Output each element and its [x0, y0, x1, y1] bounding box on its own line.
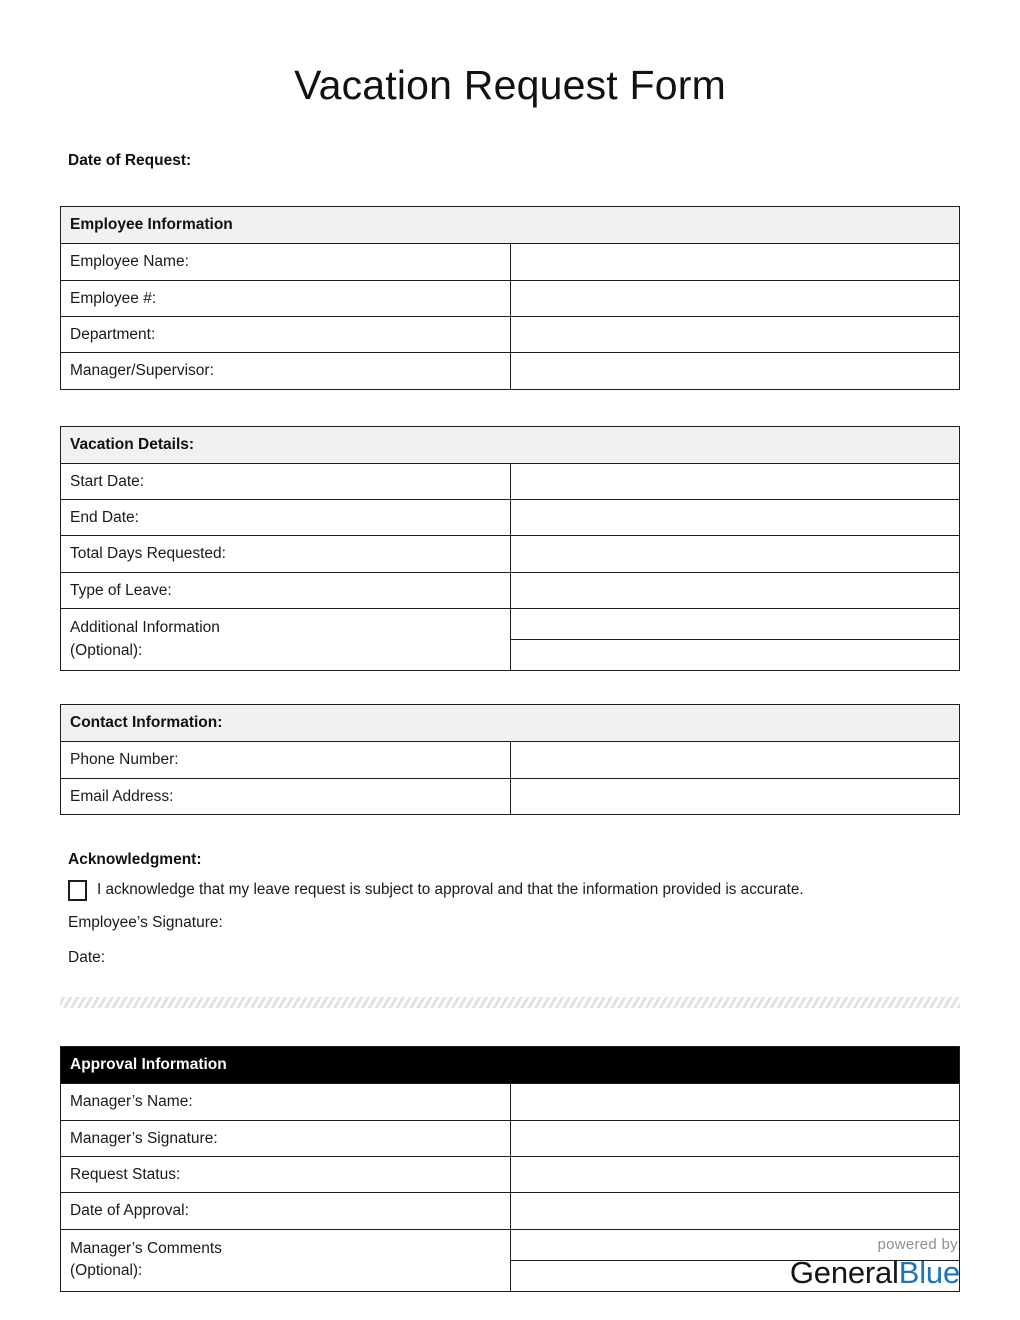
section-header-vacation: [61, 426, 960, 463]
manager-comments-label-line2: (Optional):: [70, 1262, 143, 1280]
date-of-approval-field[interactable]: [510, 1193, 960, 1229]
page-title: Vacation Request Form: [294, 62, 726, 108]
table-row: [61, 463, 960, 499]
additional-information-lines: [511, 616, 960, 663]
generalblue-logo: [790, 1257, 960, 1288]
additional-information-field-line1[interactable]: [511, 616, 960, 640]
employee-number-label: Employee #:: [61, 280, 511, 316]
table-row: [61, 778, 960, 814]
total-days-requested-field[interactable]: [510, 536, 960, 572]
manager-signature-label: Manager’s Signature:: [61, 1120, 511, 1156]
manager-supervisor-field[interactable]: [510, 353, 960, 389]
phone-number-field[interactable]: [510, 742, 960, 778]
table-row: [61, 1156, 960, 1192]
table-row: [61, 609, 960, 671]
additional-information-label-line1: Additional Information: [70, 619, 220, 637]
date-of-approval-label: Date of Approval:: [61, 1193, 511, 1229]
spacer: [0, 390, 1020, 426]
manager-comments-label-line1: Manager’s Comments: [70, 1239, 222, 1257]
additional-information-label-line2: (Optional):: [70, 641, 143, 659]
employee-name-label: Employee Name:: [61, 244, 511, 280]
manager-name-label: Manager’s Name:: [61, 1084, 511, 1120]
table-row: [61, 1193, 960, 1229]
footer-branding: [790, 1237, 960, 1288]
table-row: [61, 316, 960, 352]
vacation-details-table: [60, 426, 960, 672]
start-date-label: Start Date:: [61, 463, 511, 499]
request-status-field[interactable]: [510, 1156, 960, 1192]
list-item: [511, 616, 960, 640]
spacer: [0, 671, 1020, 704]
department-field[interactable]: [510, 316, 960, 352]
table-row: [61, 536, 960, 572]
employee-information-table: [60, 206, 960, 390]
manager-comments-label: [61, 1229, 511, 1291]
acknowledgment-section: [0, 815, 1020, 967]
acknowledgment-checkbox[interactable]: [68, 880, 87, 901]
table-row: [61, 1084, 960, 1120]
end-date-label: End Date:: [61, 500, 511, 536]
logo-text-blue: Blue: [898, 1255, 960, 1290]
total-days-requested-label: Total Days Requested:: [61, 536, 511, 572]
phone-number-label: Phone Number:: [61, 742, 511, 778]
employee-signature-label: Employee’s Signature:: [68, 914, 223, 932]
section-header-approval-label: Approval Information: [61, 1047, 960, 1084]
email-address-field[interactable]: [510, 778, 960, 814]
acknowledgment-heading: Acknowledgment:: [68, 851, 202, 869]
employee-date-label: Date:: [68, 949, 106, 967]
table-row: [61, 500, 960, 536]
table-row: [61, 244, 960, 280]
contact-information-table: [60, 704, 960, 815]
type-of-leave-label: Type of Leave:: [61, 572, 511, 608]
department-label: Department:: [61, 316, 511, 352]
table-row: [61, 742, 960, 778]
type-of-leave-field[interactable]: [510, 572, 960, 608]
list-item: [511, 640, 960, 664]
start-date-field[interactable]: [510, 463, 960, 499]
additional-information-label: [61, 609, 511, 671]
table-row: [61, 1120, 960, 1156]
section-header-contact-label: Contact Information:: [61, 705, 960, 742]
spacer: [0, 170, 1020, 206]
cut-here-divider: [60, 997, 960, 1008]
date-of-request-label: Date of Request:: [68, 152, 192, 170]
table-row: [61, 572, 960, 608]
acknowledgment-checkbox-label: I acknowledge that my leave request is subject to approval and that the information provided is accurate.: [97, 881, 804, 899]
powered-by-label: powered by: [877, 1236, 958, 1253]
table-row: [61, 280, 960, 316]
additional-information-field-group: [510, 609, 960, 671]
section-header-employee: [61, 207, 960, 244]
section-header-employee-label: Employee Information: [61, 207, 960, 244]
manager-name-field[interactable]: [510, 1084, 960, 1120]
logo-text-general: General: [789, 1255, 899, 1290]
manager-supervisor-label: Manager/Supervisor:: [61, 353, 511, 389]
additional-information-field-line2[interactable]: [511, 640, 960, 664]
section-header-vacation-label: Vacation Details:: [61, 426, 960, 463]
acknowledgment-checkbox-row[interactable]: [68, 880, 1020, 901]
end-date-field[interactable]: [510, 500, 960, 536]
section-header-contact: [61, 705, 960, 742]
email-address-label: Email Address:: [61, 778, 511, 814]
employee-number-field[interactable]: [510, 280, 960, 316]
manager-signature-field[interactable]: [510, 1120, 960, 1156]
section-header-approval: [61, 1047, 960, 1084]
employee-name-field[interactable]: [510, 244, 960, 280]
table-row: [61, 353, 960, 389]
request-status-label: Request Status:: [61, 1156, 511, 1192]
